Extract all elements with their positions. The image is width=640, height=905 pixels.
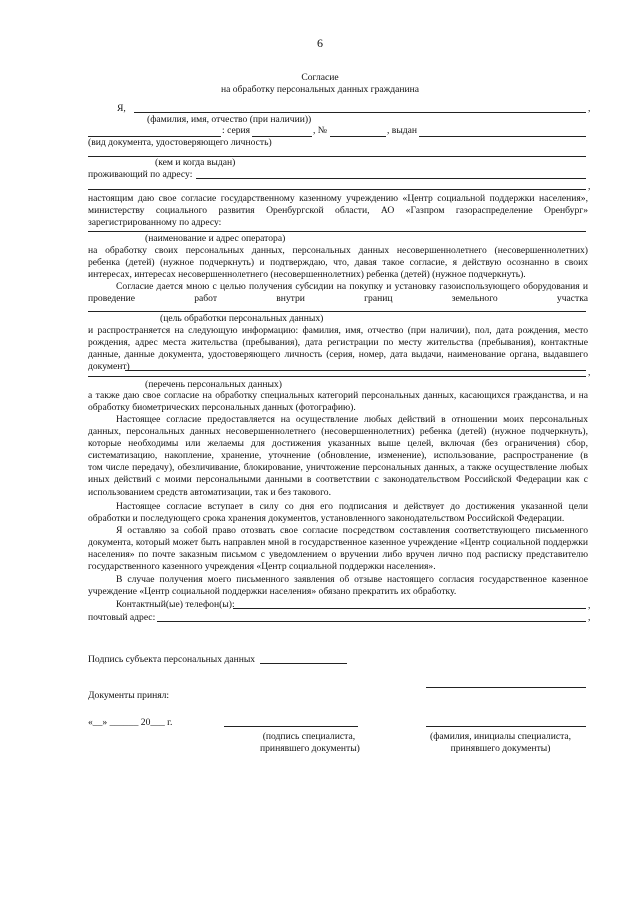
stop-line-2: учреждение «Центр социальной поддержки населения» обязано прекратить их обработку. [88, 586, 457, 598]
phone-field[interactable] [233, 608, 586, 609]
actions-line-3: которые необходимы или желаемы для достижения указанных выше целей, включая (без ограничения) сбор, [88, 438, 588, 450]
info-field[interactable] [125, 370, 586, 371]
issued-caption: (кем и когда выдан) [155, 157, 236, 168]
postal-label: почтовый адрес: [88, 612, 156, 623]
operator-caption: (наименование и адрес оператора) [145, 233, 286, 244]
purpose-field[interactable] [88, 311, 586, 312]
processing-line-2: ребенка (детей) (нужное подчеркнуть) и подтверждаю, что, давая такое согласие, я действую осознанно в своих [88, 257, 588, 269]
actions-line-2: данных, персональных данных несовершеннолетнего (несовершеннолетних) ребенка (детей) (нужное подчеркнуть), [88, 426, 588, 438]
operator-line-1: настоящим даю свое согласие государственному казенному учреждению «Центр социальной поддержки населения», [88, 193, 588, 204]
validity-paragraph [88, 501, 588, 525]
subject-signature-label: Подпись субъекта персональных данных [88, 654, 256, 665]
fio-caption: (фамилия, имя, отчество (при наличии)) [147, 114, 312, 125]
page-number: 6 [317, 36, 323, 50]
stop-paragraph [88, 574, 588, 598]
stop-line-1: В случае получения моего письменного заявления об отзыве настоящего согласия государственное казенное [116, 574, 588, 585]
operator-field[interactable] [88, 231, 586, 232]
comma: , [588, 612, 591, 623]
comma: , [588, 181, 591, 192]
purpose-caption: (цель обработки персональных данных) [160, 313, 324, 324]
operator-line-3: зарегистрированному по адресу: [88, 217, 222, 229]
processing-line-4: Согласие дается мною с целью получения субсидии на покупку и установку газоиспользующего оборудования и [116, 281, 588, 293]
date-line: «__» ______ 20___ г. [88, 717, 173, 728]
validity-line-1: Настоящее согласие вступает в силу со дня его подписания и действует до достижения указанной цели [116, 501, 588, 512]
title-line-1: Согласие [301, 72, 339, 83]
comma: , [588, 103, 591, 114]
name-caption-line-1: (фамилия, инициалы специалиста, [430, 731, 572, 742]
specialist-signature-field[interactable] [224, 726, 358, 727]
sign-caption-line-1: (подпись специалиста, [262, 731, 356, 742]
accepted-label: Документы принял: [88, 690, 170, 701]
specialist-name-field[interactable] [426, 726, 586, 727]
processing-line-1: на обработку своих персональных данных, персональных данных несовершеннолетнего (несовершеннолетних) [88, 245, 588, 256]
info-line-1: и распространяется на следующую информацию: фамилия, имя, отчество (при наличии), пол, дата рождения, место [88, 325, 588, 336]
actions-line-5: том числе передачу), обезличивание, блокирование, уничтожение персональных данных, а также осуществление любых [88, 462, 588, 474]
processing-line-3: интересах, интересах несовершеннолетнего (несовершеннолетних) ребенка (детей) (нужное подчеркнуть). [88, 269, 526, 281]
subject-signature-field[interactable] [260, 663, 347, 664]
actions-line-6: иных действий с моими персональными данными в соответствии с законодательством Российской Федерации как с [88, 474, 588, 486]
address-label: проживающий по адресу: [88, 169, 193, 180]
sign-caption-line-2: принявшего документы) [260, 743, 360, 754]
nomer-label: , № [313, 125, 327, 136]
comma: , [588, 367, 591, 378]
doc-caption: (вид документа, удостоверяющего личность) [88, 137, 272, 148]
actions-paragraph [88, 414, 588, 499]
document-title [0, 72, 640, 96]
processing-paragraph [88, 245, 588, 305]
info-paragraph [88, 325, 588, 373]
info-line-3: данные, данные документа, удостоверяющего личность (серия, номер, дата выдачи, наименование органа, выдавшего [88, 349, 588, 361]
operator-paragraph [88, 193, 588, 230]
comma: , [588, 600, 591, 611]
info-continuation-field[interactable] [88, 376, 586, 377]
address-field[interactable] [196, 178, 586, 179]
i-prefix: Я, [117, 103, 126, 114]
name-caption-line-2: принявшего документы) [450, 743, 551, 754]
special-line-2: обработку биометрических персональных данных (фотографию). [88, 402, 356, 414]
operator-line-2: министерству социального развития Оренбургской области, АО «Газпром газораспределение Оренбург» [88, 205, 588, 217]
revoke-line-4: государственного казенного учреждения «Центр социальной поддержки населения». [88, 561, 436, 573]
phone-label: Контактный(ые) телефон(ы): [116, 599, 235, 610]
processing-line-5: проведение работ внутри границ земельного участка [88, 293, 588, 305]
revoke-paragraph [88, 525, 588, 573]
revoke-line-3: населения» по почте заказным письмом с уведомлением о вручении либо вручен лично под расписку представителю [88, 549, 588, 561]
actions-line-1: Настоящее согласие предоставляется на осуществление любых действий в отношении моих персональных [116, 414, 588, 425]
revoke-line-2: документа, который может быть направлен мной в государственное казенное учреждение «Центр социальной поддержки [88, 537, 588, 549]
actions-line-4: систематизацию, накопление, хранение, уточнение (обновление, изменение), использование, распространение (в [88, 450, 588, 462]
address-continuation-field[interactable] [88, 189, 586, 190]
special-paragraph [88, 390, 588, 414]
vydan-label: , выдан [387, 125, 418, 136]
specialist-name-caption [430, 731, 571, 755]
specialist-signature-caption [258, 731, 360, 755]
postal-field[interactable] [157, 621, 586, 622]
issued-field[interactable] [419, 136, 586, 137]
nomer-field[interactable] [330, 136, 386, 137]
revoke-line-1: Я оставляю за собой право отозвать свое согласие посредством составления соответствующего письменного [116, 525, 588, 536]
actions-line-7: использованием средств автоматизации, так и без такового. [88, 486, 331, 498]
info-line-4: документ) [88, 361, 130, 373]
info-line-2: рождения, адрес места жительства (пребывания), дата регистрации по месту жительства (пребывания), контактные [88, 337, 588, 349]
info-caption: (перечень персональных данных) [145, 379, 282, 390]
title-line-2: на обработку персональных данных гражданина [220, 84, 420, 95]
seria-label: : серия [222, 125, 251, 136]
specialist-name-field-top[interactable] [426, 687, 586, 688]
validity-line-2: обработки и последующего срока хранения документов, установленного законодательством Российской Федерации. [88, 513, 565, 525]
special-line-1: а также даю свое согласие на обработку специальных категорий персональных данных, касающихся гражданства, и на [88, 390, 588, 401]
fio-field[interactable] [134, 112, 586, 113]
